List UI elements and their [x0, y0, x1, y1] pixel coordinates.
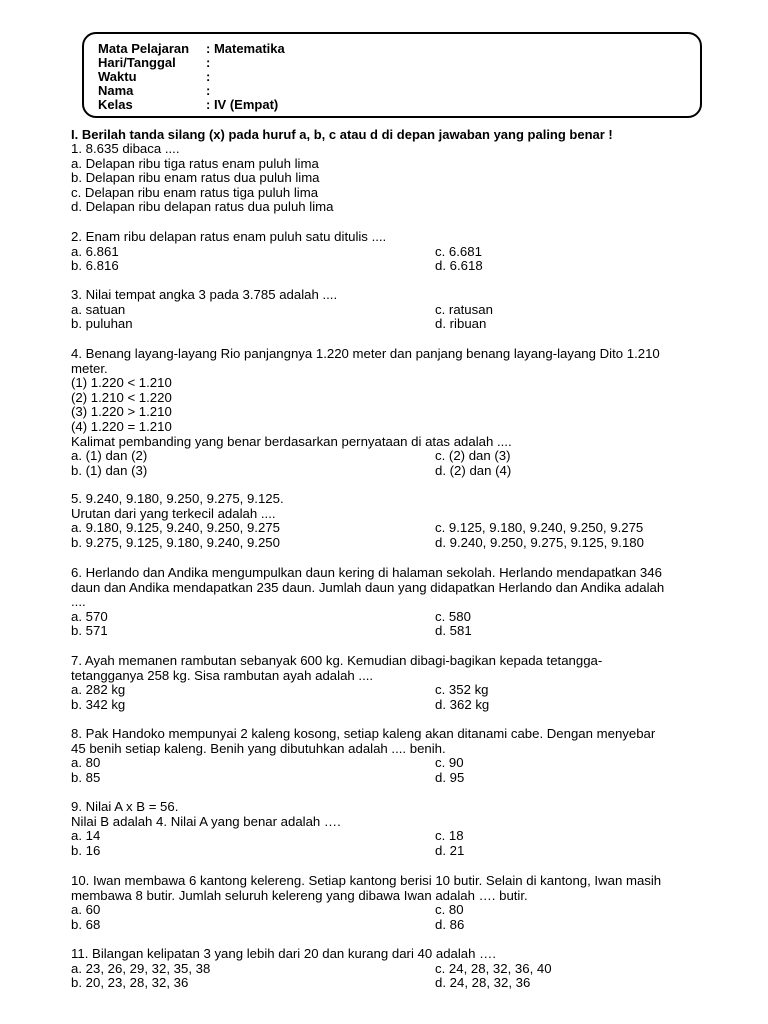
option-b: b. 571 [71, 623, 108, 639]
question-stem: 1. 8.635 dibaca .... [71, 141, 180, 156]
option-b: b. 20, 23, 28, 32, 36 [71, 975, 189, 991]
question-stem: 3. Nilai tempat angka 3 pada 3.785 adalah .... [71, 287, 338, 302]
option-c: c. Delapan ribu enam ratus tiga puluh lima [71, 184, 319, 200]
header-value: : [206, 83, 211, 98]
option-b: b. (1) dan (3) [71, 462, 148, 478]
question-stem-continued: 45 benih setiap kaleng. Benih yang dibutuhkan adalah .... benih. [71, 740, 446, 756]
question-prompt: Kalimat pembanding yang benar berdasarkan pernyataan di atas adalah .... [71, 433, 512, 449]
question-stem: 5. 9.240, 9.180, 9.250, 9.275, 9.125. [71, 491, 284, 506]
option-c: c. 580 [435, 608, 471, 624]
option-c: c. 90 [435, 755, 464, 771]
question-3 [71, 288, 701, 332]
option-c: c. 18 [435, 828, 464, 844]
question-1 [71, 142, 701, 215]
option-d: d. 21 [435, 842, 465, 858]
header-value: : [206, 69, 211, 84]
header-value: : Matematika [206, 41, 285, 56]
option-d: d. 86 [435, 916, 465, 932]
option-b: b. 16 [71, 842, 101, 858]
option-d: d. 581 [435, 623, 472, 639]
option-a: a. 282 kg [71, 682, 126, 698]
question-prompt: Nilai B adalah 4. Nilai A yang benar adalah …. [71, 813, 341, 829]
option-c: c. 352 kg [435, 682, 489, 698]
option-a: a. Delapan ribu tiga ratus enam puluh lima [71, 155, 319, 171]
question-stem: 9. Nilai A x B = 56. [71, 799, 179, 814]
option-d: d. (2) dan (4) [435, 462, 512, 478]
option-a: a. (1) dan (2) [71, 448, 148, 464]
option-b: b. 68 [71, 916, 101, 932]
question-stem-continued: meter. [71, 360, 108, 376]
question-prompt: Urutan dari yang terkecil adalah .... [71, 505, 276, 521]
header-label: Mata Pelajaran [98, 41, 190, 56]
question-4 [71, 347, 701, 478]
option-b: b. Delapan ribu enam ratus dua puluh lima [71, 170, 320, 186]
option-c: c. 9.125, 9.180, 9.240, 9.250, 9.275 [435, 520, 644, 536]
option-d: d. 24, 28, 32, 36 [435, 975, 531, 991]
statement: (4) 1.220 = 1.210 [71, 418, 172, 434]
option-d: d. Delapan ribu delapan ratus dua puluh lima [71, 199, 334, 215]
header-label: Waktu [98, 69, 137, 84]
option-c: c. ratusan [435, 301, 493, 317]
question-stem-continued: .... [71, 594, 86, 610]
option-d: d. 6.618 [435, 258, 483, 274]
statement: (3) 1.220 > 1.210 [71, 404, 172, 420]
option-b: b. 9.275, 9.125, 9.180, 9.240, 9.250 [71, 534, 280, 550]
question-5 [71, 492, 701, 550]
question-stem: 2. Enam ribu delapan ratus enam puluh satu ditulis .... [71, 229, 387, 244]
instruction: I. Berilah tanda silang (x) pada huruf a, b, c atau d di depan jawaban yang paling benar ! [71, 127, 613, 142]
option-d: d. ribuan [435, 316, 487, 332]
option-a: a. 570 [71, 608, 108, 624]
option-a: a. 14 [71, 828, 101, 844]
question-11 [71, 947, 701, 991]
option-a: a. 23, 26, 29, 32, 35, 38 [71, 960, 211, 976]
option-b: b. 85 [71, 769, 101, 785]
question-stem-continued: tetangganya 258 kg. Sisa rambutan ayah adalah .... [71, 667, 374, 683]
header-value: : [206, 55, 211, 70]
option-c: c. 80 [435, 902, 464, 918]
question-stem: 4. Benang layang-layang Rio panjangnya 1.220 meter dan panjang benang layang-layang Dito 1.210 [71, 346, 660, 361]
option-b: b. puluhan [71, 316, 133, 332]
question-stem: 7. Ayah memanen rambutan sebanyak 600 kg. Kemudian dibagi-bagikan kepada tetangga- [71, 653, 603, 668]
option-c: c. (2) dan (3) [435, 448, 511, 464]
question-stem: 11. Bilangan kelipatan 3 yang lebih dari 20 dan kurang dari 40 adalah …. [71, 946, 496, 961]
header-value: : IV (Empat) [206, 97, 279, 112]
question-6 [71, 566, 701, 639]
question-7 [71, 654, 701, 712]
statement: (2) 1.210 < 1.220 [71, 389, 172, 405]
question-8 [71, 727, 701, 785]
header-label: Hari/Tanggal [98, 55, 176, 70]
option-b: b. 6.816 [71, 258, 119, 274]
option-d: d. 9.240, 9.250, 9.275, 9.125, 9.180 [435, 534, 644, 550]
header-label: Nama [98, 83, 134, 98]
option-c: c. 24, 28, 32, 36, 40 [435, 960, 552, 976]
question-2 [71, 230, 701, 274]
option-a: a. 60 [71, 902, 101, 918]
option-b: b. 342 kg [71, 696, 126, 712]
option-a: a. 9.180, 9.125, 9.240, 9.250, 9.275 [71, 520, 280, 536]
option-a: a. 6.861 [71, 243, 119, 259]
option-a: a. 80 [71, 755, 101, 771]
statement: (1) 1.220 < 1.210 [71, 375, 172, 391]
identity-box [82, 32, 702, 118]
question-stem-continued: membawa 8 butir. Jumlah seluruh kelereng yang dibawa Iwan adalah …. butir. [71, 887, 528, 903]
option-c: c. 6.681 [435, 243, 482, 259]
option-a: a. satuan [71, 301, 126, 317]
question-10 [71, 874, 701, 932]
header-label: Kelas [98, 97, 133, 112]
question-stem: 8. Pak Handoko mempunyai 2 kaleng kosong, setiap kaleng akan ditanami cabe. Dengan menyebar [71, 726, 656, 741]
question-stem: 6. Herlando dan Andika mengumpulkan daun kering di halaman sekolah. Herlando mendapatkan 346 [71, 565, 662, 580]
question-stem-continued: daun dan Andika mendapatkan 235 daun. Jumlah daun yang didapatkan Herlando dan Andika adalah [71, 579, 665, 595]
option-d: d. 95 [435, 769, 465, 785]
option-d: d. 362 kg [435, 696, 490, 712]
question-stem: 10. Iwan membawa 6 kantong kelereng. Setiap kantong berisi 10 butir. Selain di kantong, Iwan masih [71, 873, 662, 888]
question-9 [71, 800, 701, 858]
